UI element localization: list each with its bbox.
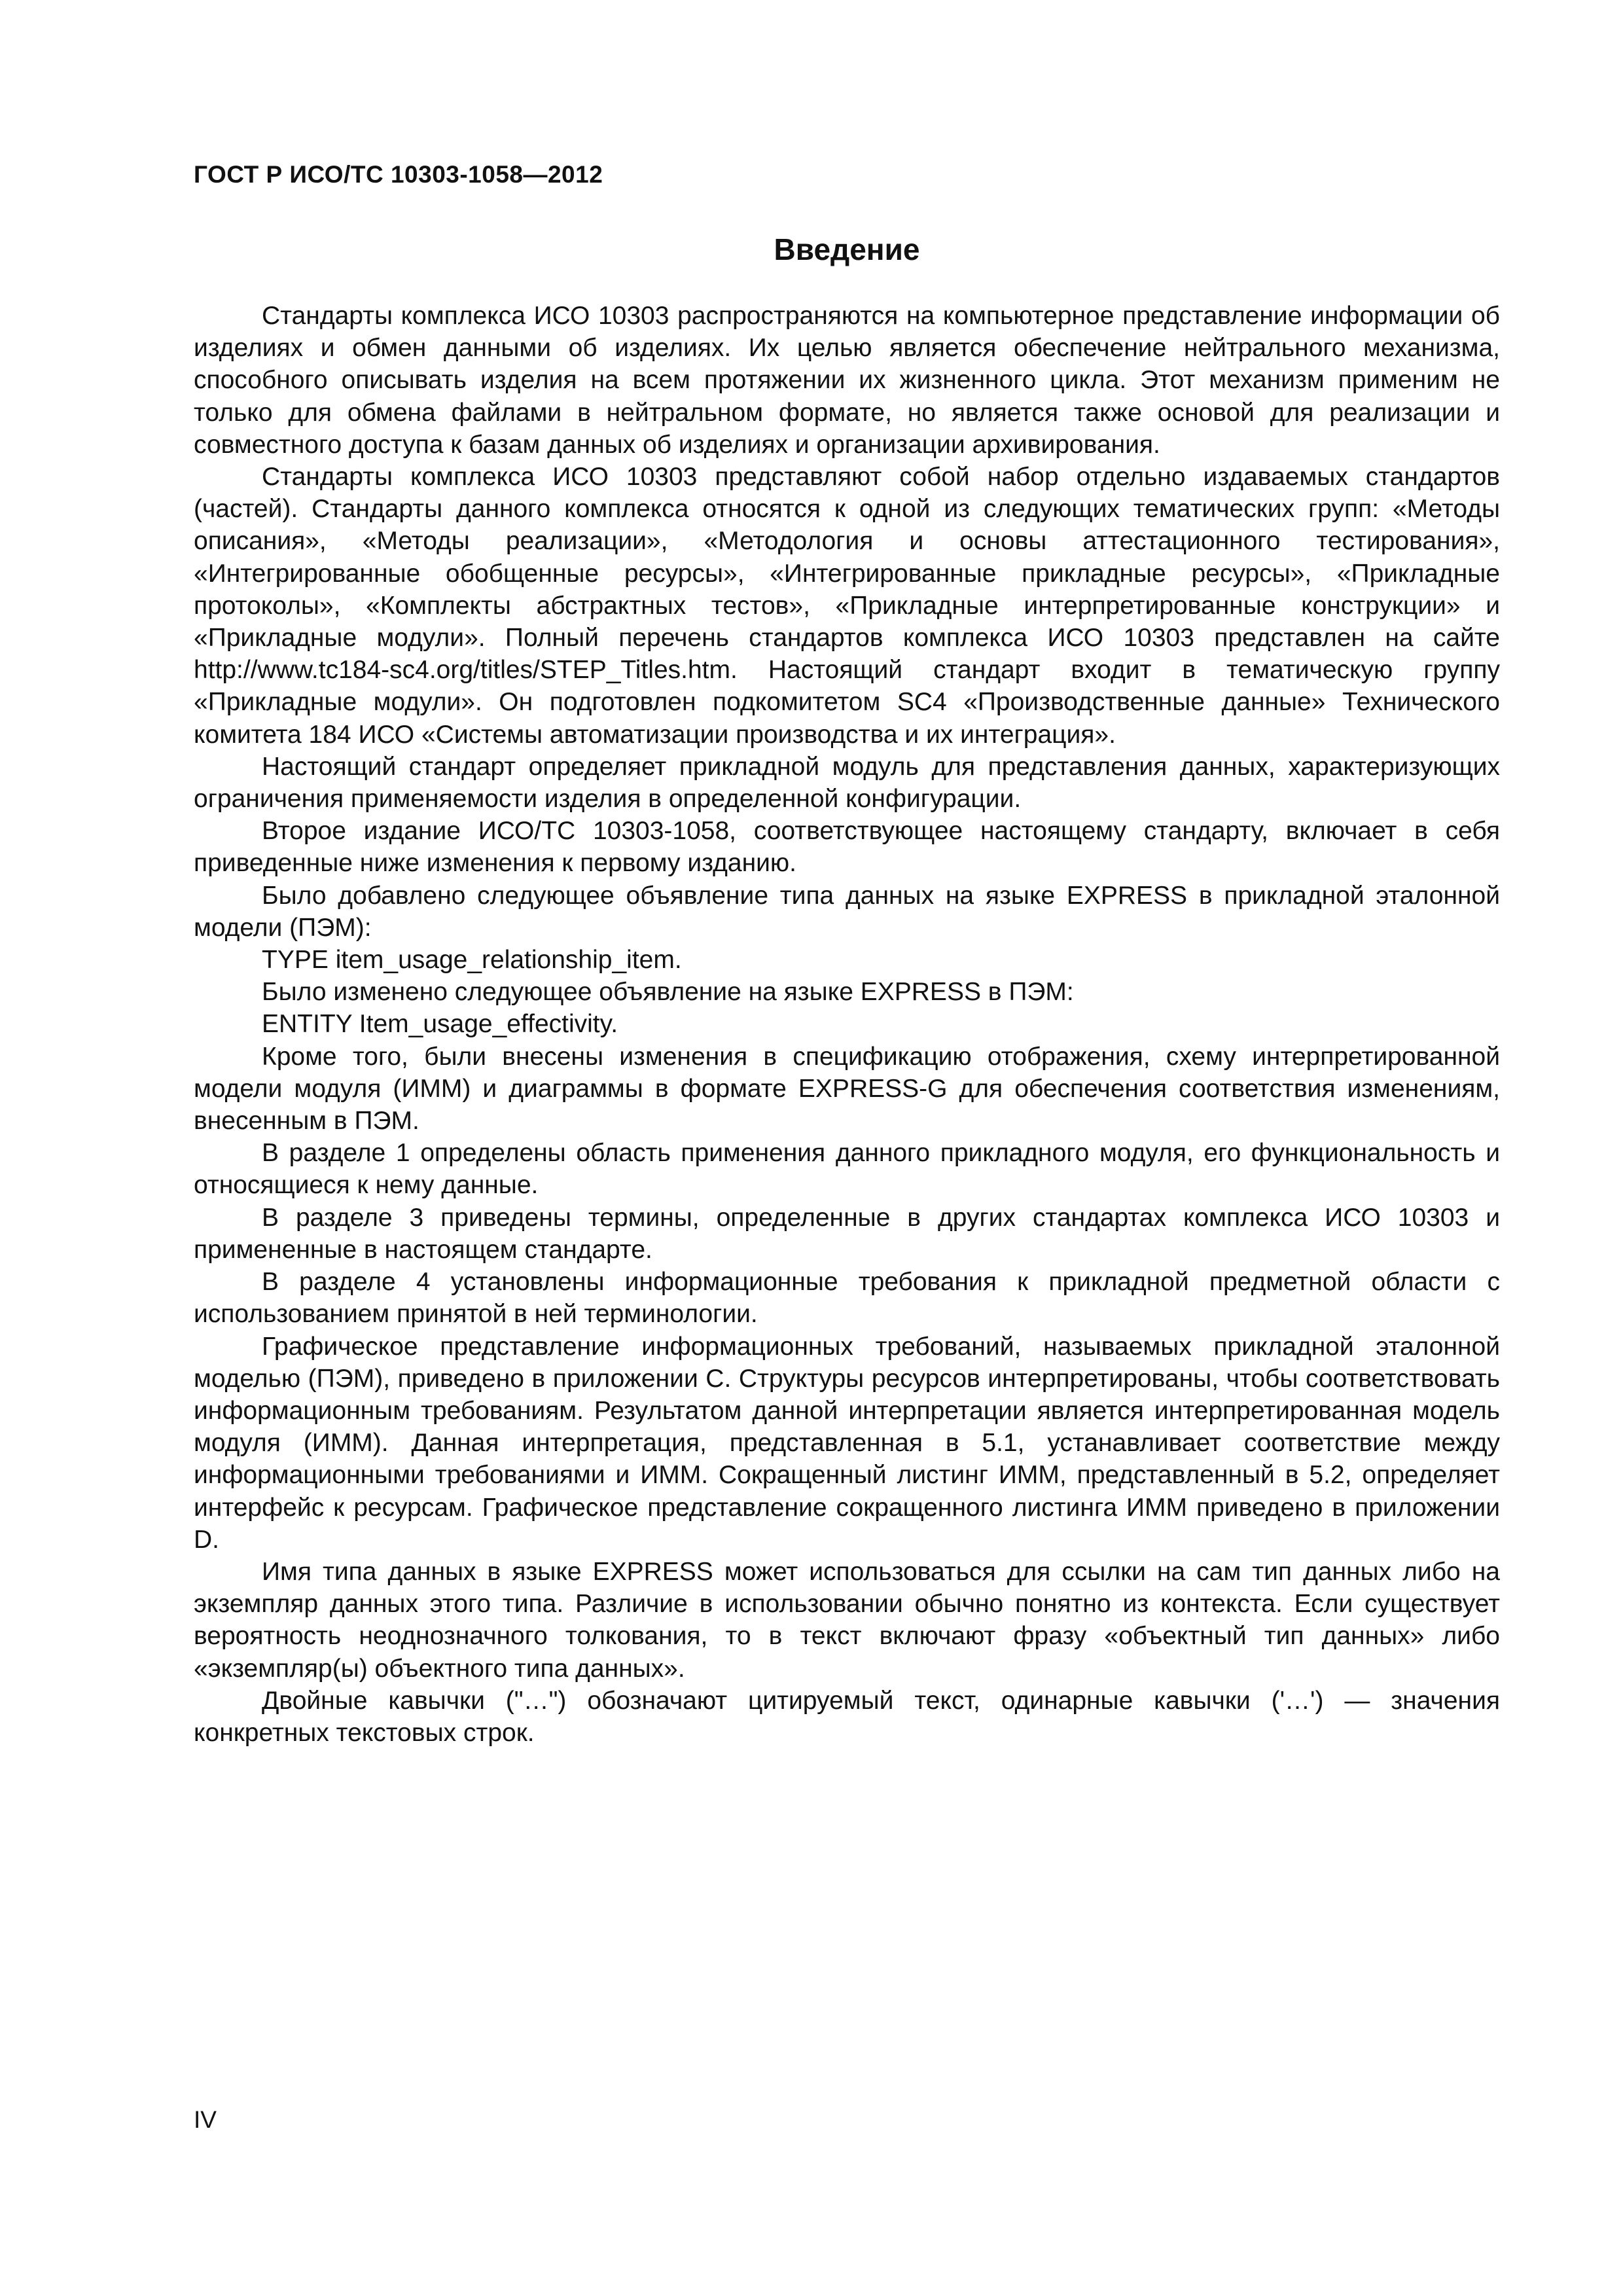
paragraph-1: Стандарты комплекса ИСО 10303 распространяются на компьютерное представление информации об изделиях и обмен данными об изделиях. Их целью является обеспечение нейтрального механизма, способного описывать изделия на всем протяжении их жизненного цикла. Этот механизм применим не только для обмена файлами в нейтральном формате, но является также основой для реализации и совместного доступа к базам данных об изделиях и организации архивирования. xyxy=(194,302,1500,459)
paragraph-12: В разделе 4 установлены информационные требования к прикладной предметной области с использованием принятой в ней терминологии. xyxy=(194,1268,1500,1329)
paragraph-15: Двойные кавычки ("…") обозначают цитируемый текст, одинарные кавычки ('…') — значения конкретных текстовых строк. xyxy=(194,1686,1500,1747)
page-number: IV xyxy=(194,2106,217,2133)
section-title: Введение xyxy=(774,232,920,266)
paragraph-14: Имя типа данных в языке EXPRESS может использоваться для ссылки на сам тип данных либо на экземпляр данных этого типа. Различие в использовании обычно понятно из контекста. Если существует вероятность неоднозначного толкования, то в текст включают фразу «объектный тип данных» либо «экземпляр(ы) объектного типа данных». xyxy=(194,1557,1500,1683)
paragraph-4: Второе издание ИСО/ТС 10303-1058, соответствующее настоящему стандарту, включает в себя приведенные ниже изменения к первому изданию. xyxy=(194,817,1500,878)
paragraph-3: Настоящий стандарт определяет прикладной модуль для представления данных, характеризующих ограничения применяемости изделия в определенной конфигурации. xyxy=(194,752,1500,814)
paragraph-7: Было изменено следующее объявление на языке EXPRESS в ПЭМ: xyxy=(262,978,1074,1007)
paragraph-6: TYPE item_usage_relationship_item. xyxy=(262,946,682,975)
paragraph-10: В разделе 1 определены область применения данного прикладного модуля, его функциональность и относящиеся к нему данные. xyxy=(194,1139,1500,1200)
paragraph-8: ENTITY Item_usage_effectivity. xyxy=(262,1010,618,1039)
paragraph-5: Было добавлено следующее объявление типа данных на языке EXPRESS в прикладной эталонной модели (ПЭМ): xyxy=(194,881,1500,942)
paragraph-11: В разделе 3 приведены термины, определенные в других стандартах комплекса ИСО 10303 и примененные в настоящем стандарте. xyxy=(194,1203,1500,1264)
paragraph-2: Стандарты комплекса ИСО 10303 представляют собой набор отдельно издаваемых стандартов (частей). Стандарты данного комплекса относятся к одной из следующих тематических групп: «Методы описания», «Методы реализации», «Методология и основы аттестационного тестирования», «Интегрированные обобщенные ресурсы», «Интегрированные прикладные ресурсы», «Прикладные протоколы», «Комплекты абстрактных тестов», «Прикладные интерпретированные конструкции» и «Прикладные модули». Полный перечень стандартов комплекса ИСО 10303 представлен на сайте http://www.tc184-sc4.org/titles/STEP_Titles.htm. Настоящий стандарт входит в тематическую группу «Прикладные модули». Он подготовлен подкомитетом SC4 «Производственные данные» Технического комитета 184 ИСО «Системы автоматизации производства и их интеграция». xyxy=(194,463,1500,749)
paragraph-9: Кроме того, были внесены изменения в спецификацию отображения, схему интерпретированной модели модуля (ИММ) и диаграммы в формате EXPRESS-G для обеспечения соответствия изменениям, внесенным в ПЭМ. xyxy=(194,1042,1500,1136)
body-text xyxy=(194,300,1500,1749)
document-header: ГОСТ Р ИСО/ТС 10303-1058—2012 xyxy=(194,161,603,188)
paragraph-13: Графическое представление информационных требований, называемых прикладной эталонной моделью (ПЭМ), приведено в приложении С. Структуры ресурсов интерпретированы, чтобы соответствовать информационным требованиям. Результатом данной интерпретации является интерпретированная модель модуля (ИММ). Данная интерпретация, представленная в 5.1, устанавливает соответствие между информационными требованиями и ИММ. Сокращенный листинг ИММ, представленный в 5.2, определяет интерфейс к ресурсам. Графическое представление сокращенного листинга ИММ приведено в приложении D. xyxy=(194,1332,1500,1554)
